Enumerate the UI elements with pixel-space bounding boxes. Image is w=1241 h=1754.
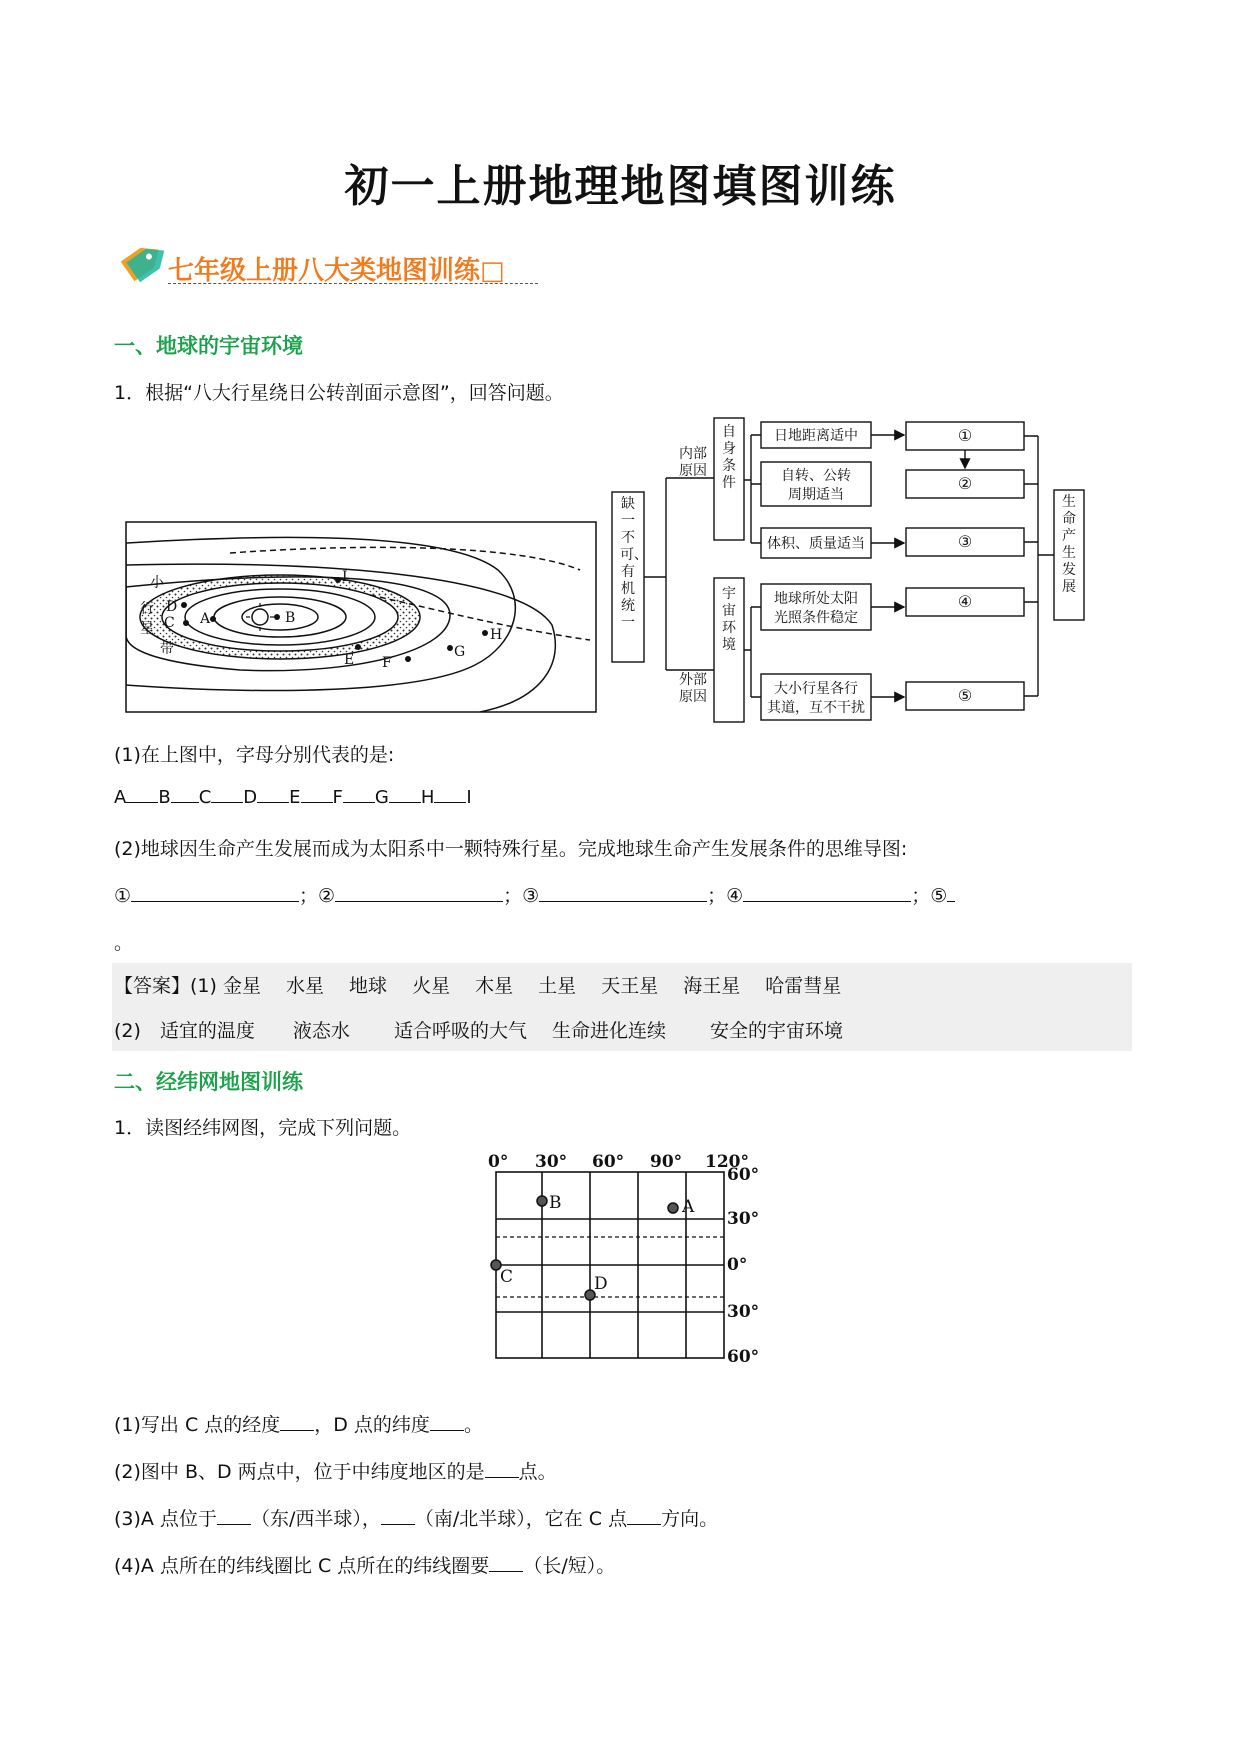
label-point-D: D [594, 1274, 608, 1294]
flow-internal: 内部原因 [679, 446, 707, 479]
lat-60s: 60° [727, 1347, 760, 1367]
result-3: ③ [957, 532, 973, 551]
planet-B [274, 614, 280, 620]
planet-E [355, 644, 361, 650]
lat-0: 0° [727, 1255, 748, 1275]
planet-G [447, 645, 453, 651]
label-I: I [342, 569, 348, 585]
cond-orbits-b: 其道，互不干扰 [767, 700, 865, 716]
label-dai: 带 [160, 641, 174, 657]
point-B [537, 1196, 547, 1206]
planet-D [181, 602, 187, 608]
planet-F [405, 656, 411, 662]
lon-30: 30° [535, 1152, 568, 1172]
banner-underline [168, 283, 538, 284]
planet-C [183, 620, 189, 626]
lon-90: 90° [650, 1152, 683, 1172]
label-H: H [490, 627, 503, 643]
label-G: G [454, 644, 466, 660]
lon-60: 60° [592, 1152, 625, 1172]
comet-I [335, 577, 341, 583]
lon-120: 120° [705, 1152, 749, 1172]
cond-mass: 体积、质量适当 [767, 536, 865, 552]
point-A [668, 1203, 678, 1213]
label-D: D [166, 599, 178, 615]
lat-30s: 30° [727, 1302, 760, 1322]
comet-path [230, 547, 580, 570]
planet-H [482, 630, 488, 636]
solar-system-diagram [120, 515, 600, 715]
result-4: ④ [957, 592, 973, 611]
result-2: ② [957, 474, 973, 493]
subq-2-1: (1)写出 C 点的经度 ，D 点的纬度 。 [114, 1414, 483, 1436]
section-banner: 七年级上册八大类地图训练□ [168, 256, 505, 286]
label-point-A: A [682, 1197, 695, 1217]
label-B: B [285, 610, 296, 626]
label-E: E [344, 652, 355, 668]
tag-icon [118, 232, 170, 288]
life-conditions-mindmap [606, 410, 1126, 728]
letter-blanks: A B C D E F G H I [114, 787, 472, 808]
answer-1: 【答案】(1) 金星 水星 地球 火星 木星 土星 天王星 海王星 哈雷彗星 [114, 975, 842, 997]
cond-sunlight-a: 地球所处太阳 [774, 591, 858, 607]
result-1: ① [957, 426, 973, 445]
subq-2: (2)地球因生命产生发展而成为太阳系中一颗特殊行星。完成地球生命产生发展条件的思维导图: [114, 838, 908, 860]
label-A: A [200, 611, 211, 627]
cond-orbits-a: 大小行星各行 [774, 681, 858, 697]
flow-external: 外部原因 [679, 672, 707, 705]
section2-heading: 二、经纬网地图训练 [114, 1070, 303, 1094]
page-title: 初一上册地理地图填图训练 [344, 161, 897, 212]
label-xiao: 小 [150, 575, 164, 591]
period: 。 [114, 932, 134, 954]
section1-heading: 一、地球的宇宙环境 [114, 334, 303, 358]
planet-A [210, 616, 216, 622]
question-1: 1．根据“八大行星绕日公转剖面示意图”，回答问题。 [114, 382, 564, 404]
flow-unity: 缺一不可、有机统一 [620, 496, 648, 631]
lon-0: 0° [488, 1152, 509, 1172]
label-point-B: B [549, 1193, 562, 1213]
cond-rotation-a: 自转、公转 [781, 468, 851, 484]
subq-2-2: (2)图中 B、D 两点中，位于中纬度地区的是 点。 [114, 1461, 557, 1483]
label-F: F [382, 655, 392, 671]
lat-60n: 60° [727, 1165, 760, 1185]
label-C: C [164, 615, 175, 631]
flow-life: 生命产生发展 [1062, 494, 1076, 595]
subq-2-4: (4)A 点所在的纬线圈比 C 点所在的纬线圈要 （长/短）。 [114, 1555, 616, 1577]
circle-blanks: ① ；② ；③ ；④ ；⑤ [114, 881, 955, 908]
subq-2-3: (3)A 点位于 （东/西半球）， （南/北半球），它在 C 点 方向。 [114, 1508, 719, 1530]
lat-30n: 30° [727, 1209, 760, 1229]
answer-2: (2) 适宜的温度 液态水 适合呼吸的大气 生命进化连续 安全的宇宙环境 [114, 1020, 844, 1042]
subq-1: (1)在上图中，字母分别代表的是: [114, 744, 395, 766]
cond-rotation-b: 周期适当 [788, 487, 844, 503]
question-2: 1．读图经纬网图，完成下列问题。 [114, 1117, 412, 1139]
flow-cosmic: 宇宙环境 [722, 586, 736, 653]
label-point-C: C [500, 1267, 514, 1287]
result-5: ⑤ [957, 686, 973, 705]
label-xing2: 星 [140, 621, 154, 637]
label-xing: 行 [140, 601, 154, 617]
cond-sunlight-b: 光照条件稳定 [774, 610, 858, 626]
flow-self: 自身条件 [722, 424, 736, 491]
cond-distance: 日地距离适中 [774, 428, 858, 444]
graticule-map [480, 1150, 770, 1365]
